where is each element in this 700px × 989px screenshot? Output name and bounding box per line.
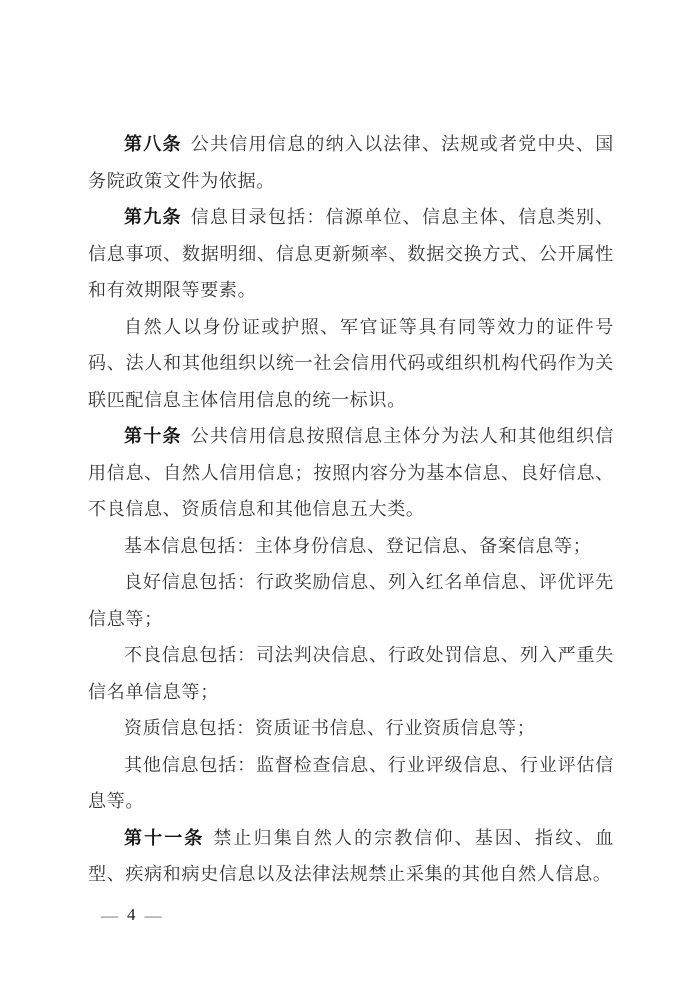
paragraph-text: 其他信息包括：监督检查信息、行业评级信息、行业评估信息等。	[88, 754, 614, 811]
document-body	[88, 126, 614, 893]
paragraph-text: 资质信息包括：资质证书信息、行业资质信息等；	[124, 718, 536, 738]
paragraph-text: 公共信用信息按照信息主体分为法人和其他组织信用信息、自然人信用信息；按照内容分为基本信息、良好信息、不良信息、资质信息和其他信息五大类。	[88, 426, 614, 519]
page-footer	[101, 905, 162, 925]
article-heading: 第十一条	[124, 827, 205, 848]
article-heading: 第十条	[124, 426, 182, 446]
paragraph	[88, 820, 614, 893]
footer-right-dash: —	[144, 905, 162, 925]
paragraph	[88, 126, 614, 199]
paragraph-text: 自然人以身份证或护照、军官证等具有同等效力的证件号码、法人和其他组织以统一社会信用代码或组织机构代码作为关联匹配信息主体信用信息的统一标识。	[88, 316, 614, 410]
paragraph	[88, 528, 614, 565]
article-heading: 第九条	[124, 207, 182, 227]
paragraph	[88, 747, 614, 820]
paragraph-text: 良好信息包括：行政奖励信息、列入红名单信息、评优评先信息等；	[88, 572, 614, 629]
article-heading: 第八条	[124, 134, 182, 154]
paragraph	[88, 564, 614, 637]
paragraph-text: 不良信息包括：司法判决信息、行政处罚信息、列入严重失信名单信息等；	[88, 645, 614, 702]
paragraph-text: 基本信息包括：主体身份信息、登记信息、备案信息等；	[124, 535, 592, 556]
paragraph-text: 信息目录包括：信源单位、信息主体、信息类别、信息事项、数据明细、信息更新频率、数据交换方式、公开属性和有效期限等要素。	[88, 207, 614, 300]
paragraph	[88, 309, 614, 419]
paragraph	[88, 710, 614, 747]
paragraph-text: 公共信用信息的纳入以法律、法规或者党中央、国务院政策文件为依据。	[88, 134, 614, 191]
page-number: 4	[127, 905, 136, 924]
footer-left-dash: —	[101, 905, 118, 925]
paragraph	[88, 199, 614, 309]
paragraph-text: 禁止归集自然人的宗教信仰、基因、指纹、血型、疾病和病史信息以及法律法规禁止采集的其他自然人信息。	[88, 827, 614, 884]
paragraph	[88, 637, 614, 710]
paragraph	[88, 418, 614, 528]
